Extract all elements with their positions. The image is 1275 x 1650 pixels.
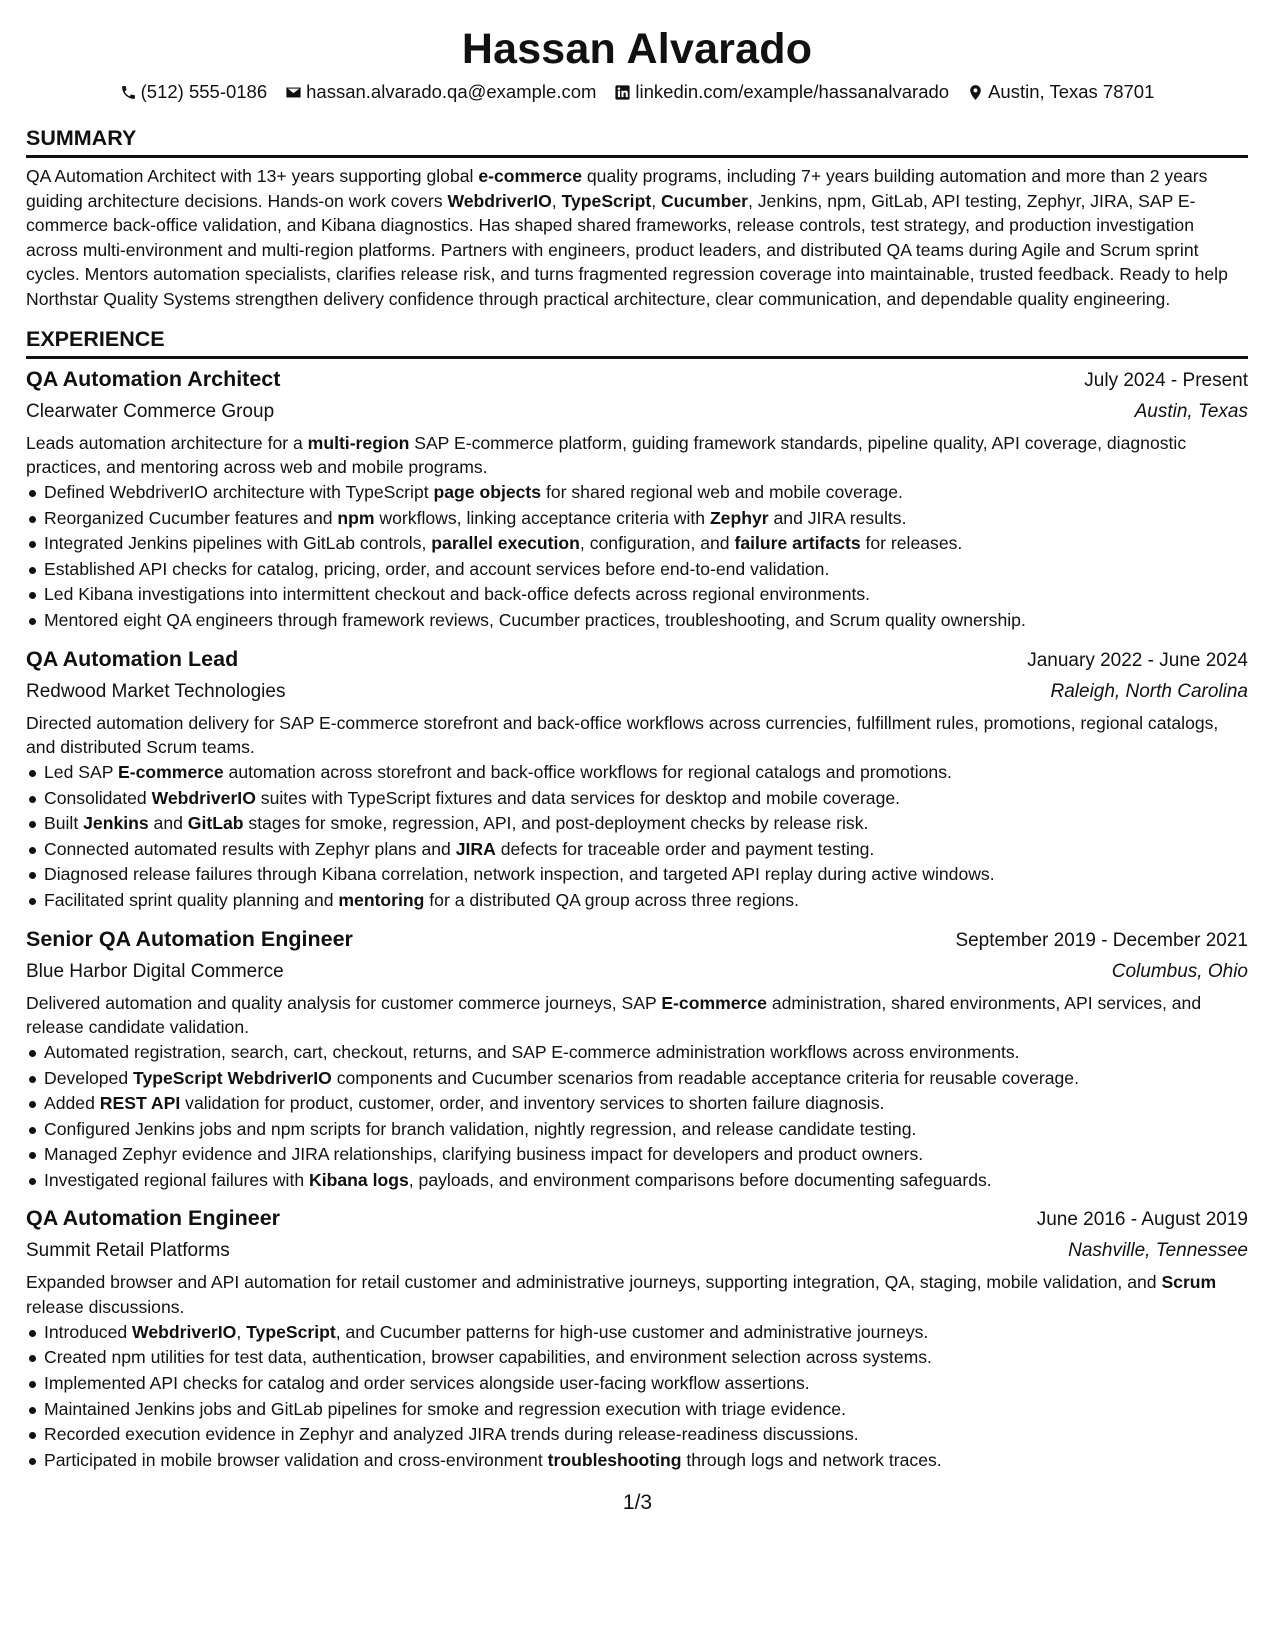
job-bullet: Defined WebdriverIO architecture with TypeScript page objects for shared regional web and mobile coverage. (26, 480, 1248, 506)
job-location: Columbus, Ohio (1111, 960, 1248, 982)
job-bullet: Automated registration, search, cart, checkout, returns, and SAP E-commerce administration workflows across environments. (26, 1040, 1248, 1066)
job-bullet: Configured Jenkins jobs and npm scripts for branch validation, nightly regression, and release candidate testing. (26, 1117, 1248, 1143)
job-title: QA Automation Engineer (26, 1206, 281, 1231)
job-title: Senior QA Automation Engineer (26, 926, 353, 951)
job-company-row (26, 677, 1248, 707)
candidate-name: Hassan Alvarado (461, 25, 813, 73)
job-header-row (26, 643, 1248, 677)
job-bullet: Established API checks for catalog, pricing, order, and account services before end-to-end validation. (26, 557, 1248, 583)
phone-icon (120, 84, 137, 101)
job-company-row (26, 957, 1248, 987)
summary-paragraph: QA Automation Architect with 13+ years supporting global e-commerce quality programs, including 7+ years building automation and more than 2 years guiding architecture decisions. Hands-on work covers WebdriverIO, TypeScript, Cucumber, Jenkins, npm, GitLab, API testing, Zephyr, JIRA, SAP E-commerce back-office validation, and Kibana diagnostics. Has shaped shared frameworks, release controls, test strategy, and production investigation across multi-environment and multi-region platforms. Partners with engineers, product leaders, and distributed QA teams during Agile and Scrum sprint cycles. Mentors automation specialists, clarifies release risk, and turns fragmented regression coverage into maintainable, trusted feedback. Ready to help Northstar Quality Systems strengthen delivery confidence through practical architecture, clear communication, and dependable quality engineering. (26, 166, 1228, 309)
job-bullet: Connected automated results with Zephyr plans and JIRA defects for traceable order and payment testing. (26, 837, 1248, 863)
job-header-row (26, 363, 1248, 397)
job-bullets (26, 1320, 1248, 1474)
bold-keyword: WebdriverIO (447, 190, 552, 211)
job-bullet: Introduced WebdriverIO, TypeScript, and Cucumber patterns for high-use customer and administrative journeys. (26, 1320, 1248, 1346)
job-bullet: Integrated Jenkins pipelines with GitLab controls, parallel execution, configuration, and failure artifacts for releases. (26, 531, 1248, 557)
job-bullets (26, 760, 1248, 914)
email-icon (285, 84, 302, 101)
contact-bar (26, 80, 1248, 104)
job-bullet: Facilitated sprint quality planning and mentoring for a distributed QA group across three regions. (26, 888, 1248, 914)
job-title: QA Automation Lead (26, 646, 239, 671)
job-bullet: Built Jenkins and GitLab stages for smoke, regression, API, and post-deployment checks by release risk. (26, 811, 1248, 837)
job-entry (26, 1202, 1248, 1473)
job-company: Blue Harbor Digital Commerce (26, 960, 284, 982)
bold-keyword: Jenkins (83, 813, 149, 834)
job-header-row (26, 923, 1248, 957)
job-summary: Leads automation architecture for a multi-region SAP E-commerce platform, guiding framework standards, pipeline quality, API coverage, diagnostic practices, and mentoring across web and mobile programs. (26, 432, 1187, 477)
job-summary: Delivered automation and quality analysis for customer commerce journeys, SAP E-commerce administration, shared environments, API services, and release candidate validation. (26, 992, 1202, 1037)
job-bullet: Led SAP E-commerce automation across storefront and back-office workflows for regional catalogs and promotions. (26, 760, 1248, 786)
job-company-row (26, 397, 1248, 427)
job-bullet: Investigated regional failures with Kibana logs, payloads, and environment comparisons before documenting safeguards. (26, 1168, 1248, 1194)
job-bullet: Added REST API validation for product, customer, order, and inventory services to shorten failure diagnosis. (26, 1091, 1248, 1117)
bold-keyword: e-commerce (478, 166, 582, 186)
contact-email[interactable] (285, 80, 596, 104)
bold-keyword: Zephyr (709, 507, 769, 528)
resume-page (26, 0, 1248, 1473)
bold-keyword: REST API (99, 1093, 181, 1114)
job-bullet: Created npm utilities for test data, authentication, browser capabilities, and environment selection across systems. (26, 1345, 1248, 1371)
summary-heading: SUMMARY (26, 124, 1248, 158)
experience-heading: EXPERIENCE (26, 325, 1248, 359)
bold-keyword: troubleshooting (547, 1449, 682, 1470)
bold-keyword: TypeScript WebdriverIO (133, 1067, 332, 1088)
location-pin-icon (967, 84, 984, 101)
linkedin-text[interactable]: linkedin.com/example/hassanalvarado (635, 81, 950, 102)
bold-keyword: TypeScript (246, 1321, 336, 1342)
bold-keyword: E-commerce (661, 992, 767, 1013)
job-dates: January 2022 - June 2024 (1027, 649, 1248, 671)
job-bullet: Led Kibana investigations into intermittent checkout and back-office defects across regional environments. (26, 582, 1248, 608)
job-company: Redwood Market Technologies (26, 680, 286, 702)
job-summary: Expanded browser and API automation for retail customer and administrative journeys, supporting integration, QA, staging, mobile validation, and Scrum release discussions. (26, 1272, 1217, 1317)
experience-list (26, 363, 1248, 1474)
job-entry (26, 923, 1248, 1194)
phone-text: (512) 555-0186 (140, 81, 268, 102)
bold-keyword: page objects (433, 481, 542, 502)
job-location: Austin, Texas (1134, 400, 1248, 422)
contact-phone (120, 80, 268, 104)
job-bullet: Developed TypeScript WebdriverIO components and Cucumber scenarios from readable acceptance criteria for reusable coverage. (26, 1066, 1248, 1092)
bold-keyword: E-commerce (118, 761, 224, 782)
job-location: Raleigh, North Carolina (1050, 680, 1248, 702)
job-company: Summit Retail Platforms (26, 1240, 230, 1262)
bold-keyword: WebdriverIO (132, 1321, 237, 1342)
job-bullet: Reorganized Cucumber features and npm workflows, linking acceptance criteria with Zephyr and JIRA results. (26, 506, 1248, 532)
job-company-row (26, 1236, 1248, 1266)
job-title: QA Automation Architect (26, 366, 281, 391)
job-bullets (26, 480, 1248, 634)
job-bullet: Diagnosed release failures through Kibana correlation, network inspection, and targeted API replay during active windows. (26, 862, 1248, 888)
contact-location (967, 80, 1154, 104)
page-number: 1/3 (622, 1491, 653, 1514)
job-dates: July 2024 - Present (1084, 369, 1248, 391)
bold-keyword: GitLab (187, 813, 244, 834)
bold-keyword: multi-region (307, 432, 410, 453)
location-text: Austin, Texas 78701 (988, 81, 1155, 102)
contact-linkedin[interactable] (614, 80, 949, 104)
job-company: Clearwater Commerce Group (26, 400, 275, 422)
job-header-row (26, 1202, 1248, 1236)
bold-keyword: parallel execution (431, 533, 580, 554)
job-bullet: Mentored eight QA engineers through framework reviews, Cucumber practices, troubleshooting, and Scrum quality ownership. (26, 608, 1248, 634)
email-text[interactable]: hassan.alvarado.qa@example.com (306, 81, 597, 102)
job-dates: September 2019 - December 2021 (955, 929, 1248, 951)
job-entry (26, 363, 1248, 634)
job-bullet: Managed Zephyr evidence and JIRA relationships, clarifying business impact for developers and product owners. (26, 1142, 1248, 1168)
bold-keyword: Kibana logs (309, 1169, 409, 1190)
job-bullets (26, 1040, 1248, 1194)
job-dates: June 2016 - August 2019 (1036, 1209, 1248, 1231)
bold-keyword: WebdriverIO (151, 787, 256, 808)
job-bullet: Maintained Jenkins jobs and GitLab pipelines for smoke and regression execution with triage evidence. (26, 1397, 1248, 1423)
job-bullet: Recorded execution evidence in Zephyr and analyzed JIRA trends during release-readiness discussions. (26, 1422, 1248, 1448)
bold-keyword: failure artifacts (734, 533, 861, 554)
job-entry (26, 643, 1248, 914)
job-location: Nashville, Tennessee (1068, 1240, 1248, 1262)
job-summary: Directed automation delivery for SAP E-commerce storefront and back-office workflows across currencies, fulfillment rules, promotions, regional catalogs, and distributed Scrum teams. (26, 712, 1219, 757)
bold-keyword: mentoring (338, 889, 425, 910)
bold-keyword: TypeScript (561, 190, 652, 211)
job-bullet: Participated in mobile browser validation and cross-environment troubleshooting through logs and network traces. (26, 1448, 1248, 1474)
bold-keyword: Scrum (1161, 1272, 1217, 1293)
linkedin-icon (614, 84, 631, 101)
bold-keyword: npm (337, 507, 375, 528)
bold-keyword: Cucumber (660, 190, 748, 211)
job-bullet: Implemented API checks for catalog and order services alongside user-facing workflow assertions. (26, 1371, 1248, 1397)
bold-keyword: JIRA (455, 838, 496, 859)
job-bullet: Consolidated WebdriverIO suites with TypeScript fixtures and data services for desktop and mobile coverage. (26, 786, 1248, 812)
